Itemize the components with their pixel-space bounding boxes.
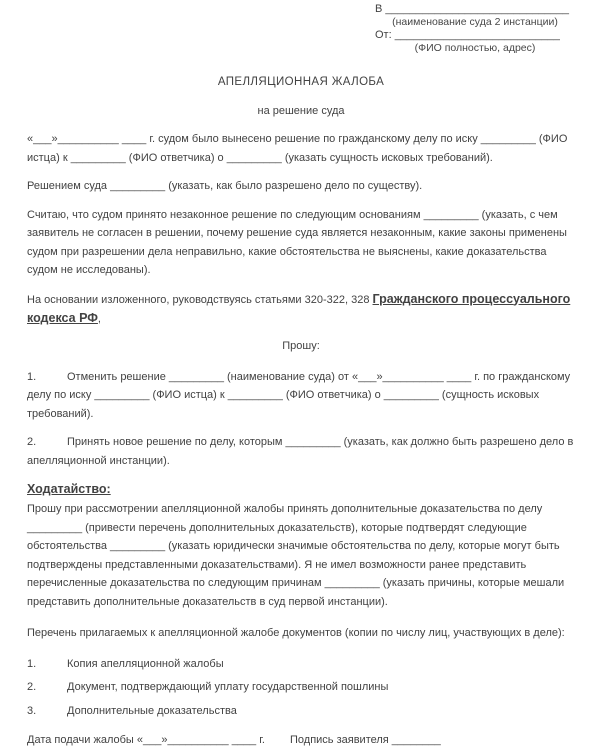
request-item-1	[27, 368, 575, 424]
motion-heading: Ходатайство:	[27, 482, 111, 496]
attachments-list	[27, 655, 575, 721]
legal-basis-text: На основании изложенного, руководствуясь статьями 320-322, 328	[27, 293, 373, 306]
document-title: АПЕЛЛЯЦИОННАЯ ЖАЛОБА	[217, 76, 385, 88]
request-item-number: 1.	[27, 370, 37, 383]
from-blank: ___________________________	[394, 29, 560, 41]
attachment-item	[27, 655, 575, 674]
attachment-item	[27, 678, 575, 697]
request-item-text: Отменить решение _________ (наименование суда) от «___»__________ ____ г. по гражданскому делу по иску _________ (ФИО истца) к _________ (ФИО ответчика) о _________ (сущность исковых требований).	[27, 370, 571, 420]
attachment-item-number: 3.	[27, 704, 37, 717]
legal-basis-paragraph	[27, 290, 575, 329]
court-name-line	[375, 3, 575, 16]
court-name-blank: ______________________________	[385, 3, 569, 15]
attachment-item-number: 2.	[27, 681, 37, 693]
civil-procedure-code-reference: Гражданского процессуального кодекса РФ	[27, 291, 571, 325]
legal-basis-tail: ,	[97, 313, 101, 325]
decision-paragraph: Решением суда _________ (указать, как было разрешено дело по существу).	[27, 180, 423, 192]
court-name-label: В	[375, 3, 383, 15]
attachments-heading: Перечень прилагаемых к апелляционной жалобе документов (копии по числу лиц, участвующих в деле):	[27, 627, 565, 639]
addressee-block	[375, 3, 575, 55]
grounds-paragraph: Считаю, что судом принято незаконное решение по следующим основаниям _________ (указать, с чем заявитель не согласен в решении, почему решение суда является незаконным, какие законы применены судом при разрешении дела неправильно, какие обстоятельства не выяснены, какие доказательства судом не исследованы).	[27, 208, 567, 276]
from-caption: (ФИО полностью, адрес)	[414, 42, 536, 54]
request-heading: Прошу:	[282, 339, 320, 352]
attachment-item	[27, 702, 575, 721]
document-subtitle: на решение суда	[257, 105, 345, 117]
attachment-item-number: 1.	[27, 657, 37, 670]
attachment-item-text: Документ, подтверждающий уплату государственной пошлины	[67, 681, 389, 693]
from-label: От:	[375, 29, 392, 41]
attachment-item-text: Копия апелляционной жалобы	[67, 657, 224, 670]
filing-date-label: Дата подачи жалобы «___»__________ ____ г.	[27, 734, 265, 746]
request-item-text: Принять новое решение по делу, которым _________ (указать, как должно быть разрешено дело в апелляционной инстанции).	[27, 436, 574, 467]
court-name-caption: (наименование суда 2 инстанции)	[392, 16, 558, 28]
attachment-item-text: Дополнительные доказательства	[67, 704, 237, 717]
request-item-2	[27, 433, 575, 470]
signature-block	[27, 734, 575, 746]
motion-body-paragraph: Прошу при рассмотрении апелляционной жалобы принять дополнительные доказательства по делу _________ (привести перечень дополнительных доказательств), которые подтвердят следующие обстоятельства _________ (указать юридически значимые обстоятельства по делу, которые могут быть подтверждены представленными доказательствами). Я не имел возможности ранее представить перечисленные доказательства по следующим причинам _________ (указать причины, которые мешали представить дополнительные доказательств в суд первой инстанции).	[27, 503, 565, 608]
from-line	[375, 29, 575, 42]
signature-label: Подпись заявителя ________	[290, 734, 441, 746]
intro-paragraph: «___»__________ ____ г. судом было вынесено решение по гражданскому делу по иску _________ (ФИО истца) к _________ (ФИО ответчика) о _________ (указать сущность исковых требований).	[27, 133, 568, 164]
request-item-number: 2.	[27, 436, 37, 448]
